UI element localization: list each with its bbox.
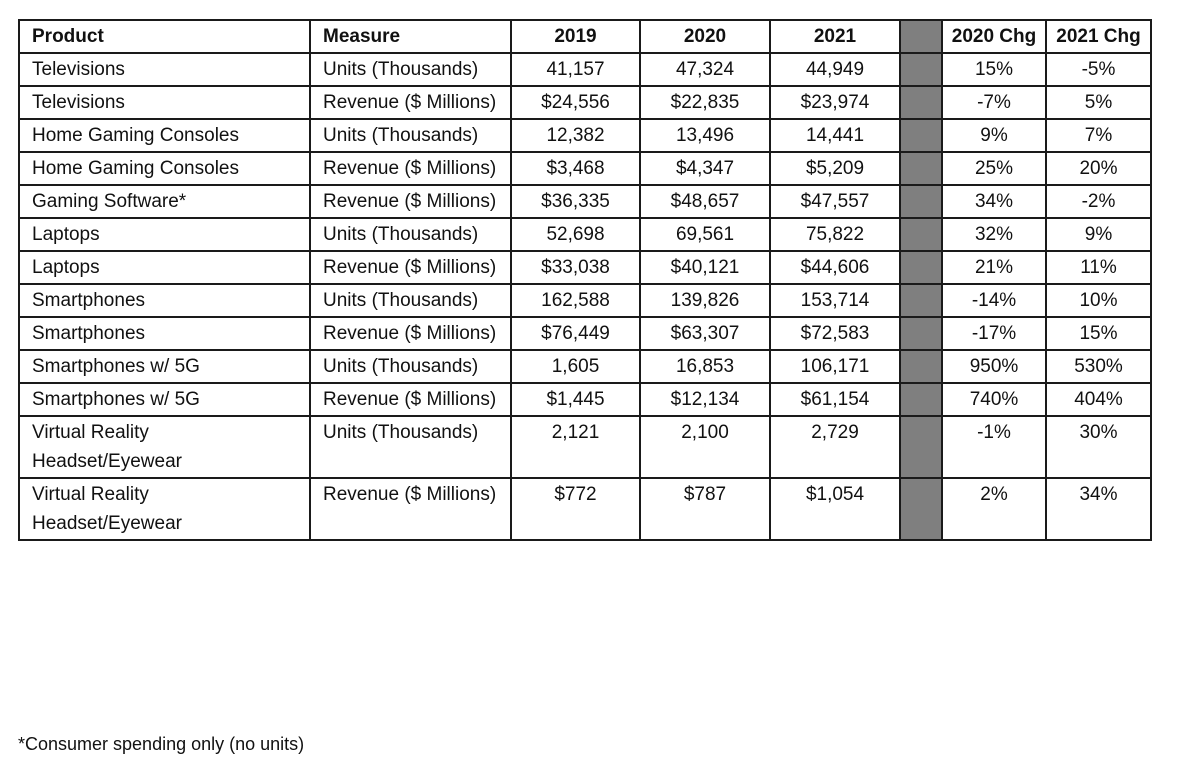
cell-2020-chg: 25% bbox=[942, 152, 1046, 185]
spacer-cell bbox=[900, 317, 942, 350]
cell-2020-chg: 950% bbox=[942, 350, 1046, 383]
footnote: *Consumer spending only (no units) bbox=[18, 734, 305, 754]
cell-2021-chg: 9% bbox=[1046, 218, 1151, 251]
cell-2021-chg: 20% bbox=[1046, 152, 1151, 185]
cell-2020-chg: 15% bbox=[942, 53, 1046, 86]
spacer-cell bbox=[900, 284, 942, 317]
cell-2020: 69,561 bbox=[640, 218, 770, 251]
cell-2020: 139,826 bbox=[640, 284, 770, 317]
cell-product: Smartphones w/ 5G bbox=[19, 383, 310, 416]
cell-2020: $63,307 bbox=[640, 317, 770, 350]
cell-2020: $48,657 bbox=[640, 185, 770, 218]
cell-2020: 16,853 bbox=[640, 350, 770, 383]
cell-2021-chg: 5% bbox=[1046, 86, 1151, 119]
cell-2021: 14,441 bbox=[770, 119, 900, 152]
table-row bbox=[19, 185, 1151, 218]
cell-2020: $12,134 bbox=[640, 383, 770, 416]
cell-2020-chg: -17% bbox=[942, 317, 1046, 350]
cell-2020: $787 bbox=[640, 478, 770, 540]
cell-measure: Revenue ($ Millions) bbox=[310, 152, 511, 185]
table-row bbox=[19, 416, 1151, 478]
header-2020: 2020 bbox=[640, 20, 770, 53]
cell-2020-chg: 9% bbox=[942, 119, 1046, 152]
spacer-cell bbox=[900, 350, 942, 383]
cell-measure: Revenue ($ Millions) bbox=[310, 478, 511, 540]
cell-measure: Revenue ($ Millions) bbox=[310, 86, 511, 119]
cell-2019: 52,698 bbox=[511, 218, 640, 251]
cell-2021: $72,583 bbox=[770, 317, 900, 350]
cell-2021: $23,974 bbox=[770, 86, 900, 119]
spacer-cell bbox=[900, 383, 942, 416]
cell-measure: Units (Thousands) bbox=[310, 284, 511, 317]
spacer-cell bbox=[900, 185, 942, 218]
cell-2019: $3,468 bbox=[511, 152, 640, 185]
cell-2020: $40,121 bbox=[640, 251, 770, 284]
cell-product: Virtual Reality Headset/Eyewear bbox=[19, 478, 310, 540]
spacer-cell bbox=[900, 416, 942, 478]
cell-2019: $772 bbox=[511, 478, 640, 540]
cell-product: Gaming Software* bbox=[19, 185, 310, 218]
cell-2020: 47,324 bbox=[640, 53, 770, 86]
cell-2021: 106,171 bbox=[770, 350, 900, 383]
table-row bbox=[19, 383, 1151, 416]
header-2021: 2021 bbox=[770, 20, 900, 53]
cell-2019: $33,038 bbox=[511, 251, 640, 284]
cell-measure: Units (Thousands) bbox=[310, 218, 511, 251]
cell-2020: 2,100 bbox=[640, 416, 770, 478]
cell-product: Smartphones bbox=[19, 317, 310, 350]
cell-product: Laptops bbox=[19, 251, 310, 284]
table-row bbox=[19, 218, 1151, 251]
cell-2020: 13,496 bbox=[640, 119, 770, 152]
cell-2021: $1,054 bbox=[770, 478, 900, 540]
cell-2020: $22,835 bbox=[640, 86, 770, 119]
cell-2019: 12,382 bbox=[511, 119, 640, 152]
header-product: Product bbox=[19, 20, 310, 53]
spacer-cell bbox=[900, 119, 942, 152]
cell-2021-chg: 404% bbox=[1046, 383, 1151, 416]
spacer-cell bbox=[900, 251, 942, 284]
spacer-column bbox=[900, 20, 942, 53]
cell-2021: 153,714 bbox=[770, 284, 900, 317]
cell-2021-chg: 34% bbox=[1046, 478, 1151, 540]
table-row bbox=[19, 284, 1151, 317]
cell-2021-chg: 530% bbox=[1046, 350, 1151, 383]
table-body bbox=[19, 53, 1151, 540]
table-row bbox=[19, 53, 1151, 86]
cell-2020-chg: 740% bbox=[942, 383, 1046, 416]
cell-2020-chg: -14% bbox=[942, 284, 1046, 317]
cell-2019: 162,588 bbox=[511, 284, 640, 317]
cell-product: Smartphones bbox=[19, 284, 310, 317]
spacer-cell bbox=[900, 218, 942, 251]
cell-2020-chg: -7% bbox=[942, 86, 1046, 119]
cell-measure: Units (Thousands) bbox=[310, 119, 511, 152]
cell-product: Home Gaming Consoles bbox=[19, 152, 310, 185]
cell-2019: 41,157 bbox=[511, 53, 640, 86]
cell-product: Televisions bbox=[19, 53, 310, 86]
cell-2019: $24,556 bbox=[511, 86, 640, 119]
spacer-cell bbox=[900, 152, 942, 185]
cell-measure: Revenue ($ Millions) bbox=[310, 185, 511, 218]
table-row bbox=[19, 251, 1151, 284]
cell-2021-chg: 11% bbox=[1046, 251, 1151, 284]
table-row bbox=[19, 350, 1151, 383]
cell-2019: $76,449 bbox=[511, 317, 640, 350]
table-row bbox=[19, 317, 1151, 350]
header-2021-chg: 2021 Chg bbox=[1046, 20, 1151, 53]
cell-2021: 75,822 bbox=[770, 218, 900, 251]
cell-measure: Units (Thousands) bbox=[310, 416, 511, 478]
header-2020-chg: 2020 Chg bbox=[942, 20, 1046, 53]
table-row bbox=[19, 152, 1151, 185]
table-row bbox=[19, 478, 1151, 540]
cell-measure: Revenue ($ Millions) bbox=[310, 317, 511, 350]
header-measure: Measure bbox=[310, 20, 511, 53]
cell-2021: $47,557 bbox=[770, 185, 900, 218]
spacer-cell bbox=[900, 478, 942, 540]
cell-2021: $44,606 bbox=[770, 251, 900, 284]
cell-measure: Revenue ($ Millions) bbox=[310, 251, 511, 284]
cell-2020-chg: 2% bbox=[942, 478, 1046, 540]
cell-measure: Units (Thousands) bbox=[310, 53, 511, 86]
cell-2021-chg: 7% bbox=[1046, 119, 1151, 152]
cell-product: Laptops bbox=[19, 218, 310, 251]
cell-product: Smartphones w/ 5G bbox=[19, 350, 310, 383]
cell-2021-chg: 15% bbox=[1046, 317, 1151, 350]
cell-2021: 2,729 bbox=[770, 416, 900, 478]
cell-2020-chg: -1% bbox=[942, 416, 1046, 478]
cell-2021: $5,209 bbox=[770, 152, 900, 185]
spacer-cell bbox=[900, 53, 942, 86]
spacer-cell bbox=[900, 86, 942, 119]
cell-2021-chg: -5% bbox=[1046, 53, 1151, 86]
cell-2021-chg: 30% bbox=[1046, 416, 1151, 478]
cell-2019: 2,121 bbox=[511, 416, 640, 478]
cell-2019: $36,335 bbox=[511, 185, 640, 218]
cell-product: Home Gaming Consoles bbox=[19, 119, 310, 152]
cell-2019: 1,605 bbox=[511, 350, 640, 383]
cell-measure: Revenue ($ Millions) bbox=[310, 383, 511, 416]
cell-2020-chg: 32% bbox=[942, 218, 1046, 251]
cell-2021-chg: -2% bbox=[1046, 185, 1151, 218]
cell-2021: 44,949 bbox=[770, 53, 900, 86]
data-table bbox=[18, 19, 1152, 541]
cell-measure: Units (Thousands) bbox=[310, 350, 511, 383]
table-row bbox=[19, 86, 1151, 119]
cell-2020: $4,347 bbox=[640, 152, 770, 185]
cell-2021: $61,154 bbox=[770, 383, 900, 416]
cell-product: Virtual Reality Headset/Eyewear bbox=[19, 416, 310, 478]
cell-product: Televisions bbox=[19, 86, 310, 119]
header-2019: 2019 bbox=[511, 20, 640, 53]
cell-2020-chg: 21% bbox=[942, 251, 1046, 284]
cell-2021-chg: 10% bbox=[1046, 284, 1151, 317]
cell-2019: $1,445 bbox=[511, 383, 640, 416]
table-row bbox=[19, 119, 1151, 152]
cell-2020-chg: 34% bbox=[942, 185, 1046, 218]
header-row bbox=[19, 20, 1151, 53]
